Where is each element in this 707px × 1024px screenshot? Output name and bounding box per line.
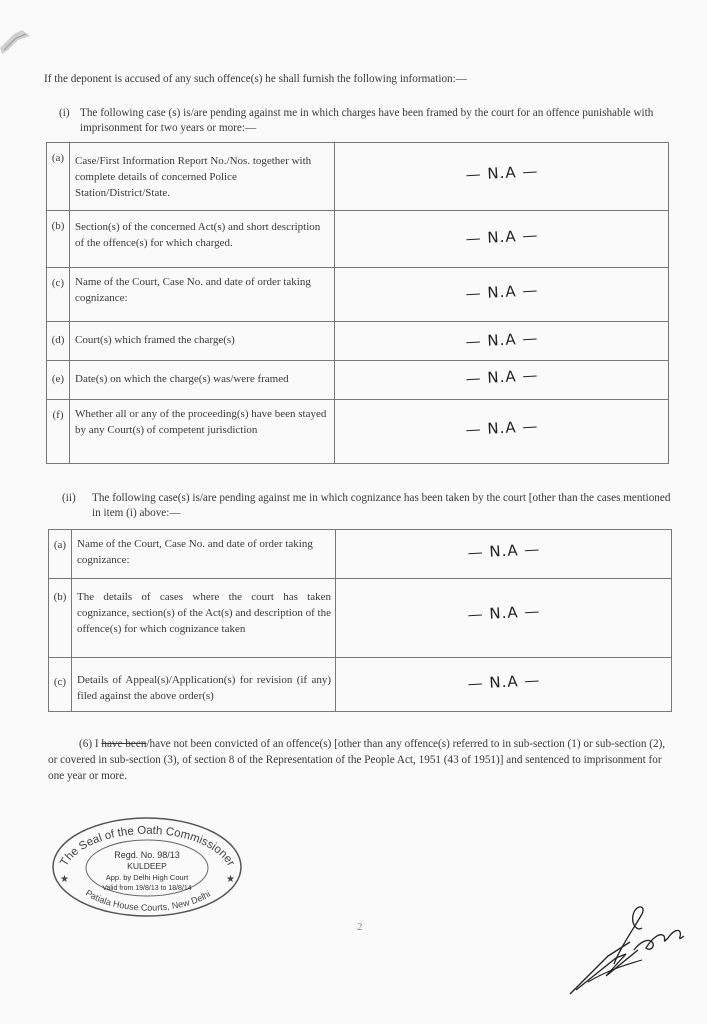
row-label: (c) <box>49 658 72 712</box>
seal-star-right: ★ <box>226 874 235 885</box>
handwritten-value: — N.A — <box>464 281 539 303</box>
row-label: (a) <box>47 143 70 211</box>
row-label: (e) <box>47 361 70 400</box>
seal-line1: Regd. No. 98/13 <box>114 850 180 860</box>
row-description: Case/First Information Report No./Nos. together with complete details of concerned Police Station/District/State. <box>70 143 335 211</box>
oath-commissioner-seal <box>50 815 245 919</box>
handwritten-value: — N.A — <box>464 329 539 351</box>
section-i-text: The following case (s) is/are pending against me in which charges have been framed by the court for an offence punishable with imprisonment for two years or more:— <box>80 107 654 134</box>
row-value-cell <box>335 143 669 211</box>
table-row <box>47 322 669 361</box>
row-value-cell <box>335 361 669 400</box>
section-ii-table <box>48 529 672 712</box>
row-label: (c) <box>47 268 70 322</box>
intro-text: If the deponent is accused of any such offence(s) he shall furnish the following information:— <box>44 73 467 85</box>
paragraph-6-struck-text: have been <box>101 738 147 750</box>
paragraph-6-prefix: (6) I <box>79 738 102 750</box>
row-value-cell <box>335 268 669 322</box>
section-i-table <box>46 142 669 464</box>
handwritten-value: — N.A — <box>464 162 539 184</box>
seal-arc-bottom: Patiala House Courts, New Delhi <box>83 887 213 913</box>
row-label: (f) <box>47 400 70 464</box>
seal-line2: KULDEEP <box>127 861 167 871</box>
row-label: (b) <box>49 579 72 658</box>
seal-arc-top: The Seal of the Oath Commissioner <box>58 824 237 869</box>
row-value-cell <box>336 579 672 658</box>
row-value-cell <box>335 322 669 361</box>
table-row <box>47 400 669 464</box>
torn-corner-mark <box>0 20 50 60</box>
row-description: Court(s) which framed the charge(s) <box>70 322 335 361</box>
table-row <box>49 658 672 712</box>
seal-line4: Valid from 19/8/13 to 18/8/14 <box>102 885 192 892</box>
seal-star-left: ★ <box>60 874 69 885</box>
row-value-cell <box>336 530 672 579</box>
handwritten-value: — N.A — <box>466 671 541 693</box>
paragraph-6 <box>48 736 672 784</box>
handwritten-value: — N.A — <box>464 417 539 439</box>
row-description: Name of the Court, Case No. and date of order taking cognizance: <box>72 530 336 579</box>
row-description: Section(s) of the concerned Act(s) and short description of the offence(s) for which charged. <box>70 211 335 268</box>
row-label: (a) <box>49 530 72 579</box>
row-description: Date(s) on which the charge(s) was/were framed <box>70 361 335 400</box>
handwritten-value: — N.A — <box>464 226 539 248</box>
table-row <box>47 143 669 211</box>
table-row <box>49 579 672 658</box>
seal-line3: App. by Delhi High Court <box>105 873 189 882</box>
row-label: (d) <box>47 322 70 361</box>
row-value-cell <box>336 658 672 712</box>
row-value-cell <box>335 400 669 464</box>
row-value-cell <box>335 211 669 268</box>
handwritten-value: — N.A — <box>466 540 541 562</box>
row-description: Whether all or any of the proceeding(s) have been stayed by any Court(s) of competent jurisdiction <box>70 400 335 464</box>
section-ii-text: The following case(s) is/are pending against me in which cognizance has been taken by the court [other than the cases mentioned in item (i) above:— <box>92 492 671 519</box>
table-row <box>47 361 669 400</box>
section-ii-number: (ii) <box>62 492 76 504</box>
handwritten-signature <box>568 898 690 998</box>
row-description: Details of Appeal(s)/Application(s) for revision (if any) filed against the above order(s) <box>72 658 336 712</box>
paragraph-6-text: /have not been convicted of an offence(s) [other than any offence(s) referred to in sub-section (1) or sub-section (2), or covered in sub-section (3), of section 8 of the Representation of the People Act, 1951 (43 of 1951)] and sentenced to imprisonment for one year or more. <box>48 738 666 782</box>
row-description: The details of cases where the court has taken cognizance, section(s) of the Act(s) and description of the offence(s) for which cognizance taken <box>72 579 336 658</box>
table-row <box>47 268 669 322</box>
handwritten-value: — N.A — <box>464 366 539 388</box>
row-label: (b) <box>47 211 70 268</box>
page-number: 2 <box>357 921 363 933</box>
table-row <box>47 211 669 268</box>
section-i-number: (i) <box>59 107 70 119</box>
handwritten-value: — N.A — <box>466 602 541 624</box>
table-row <box>49 530 672 579</box>
row-description: Name of the Court, Case No. and date of order taking cognizance: <box>70 268 335 322</box>
